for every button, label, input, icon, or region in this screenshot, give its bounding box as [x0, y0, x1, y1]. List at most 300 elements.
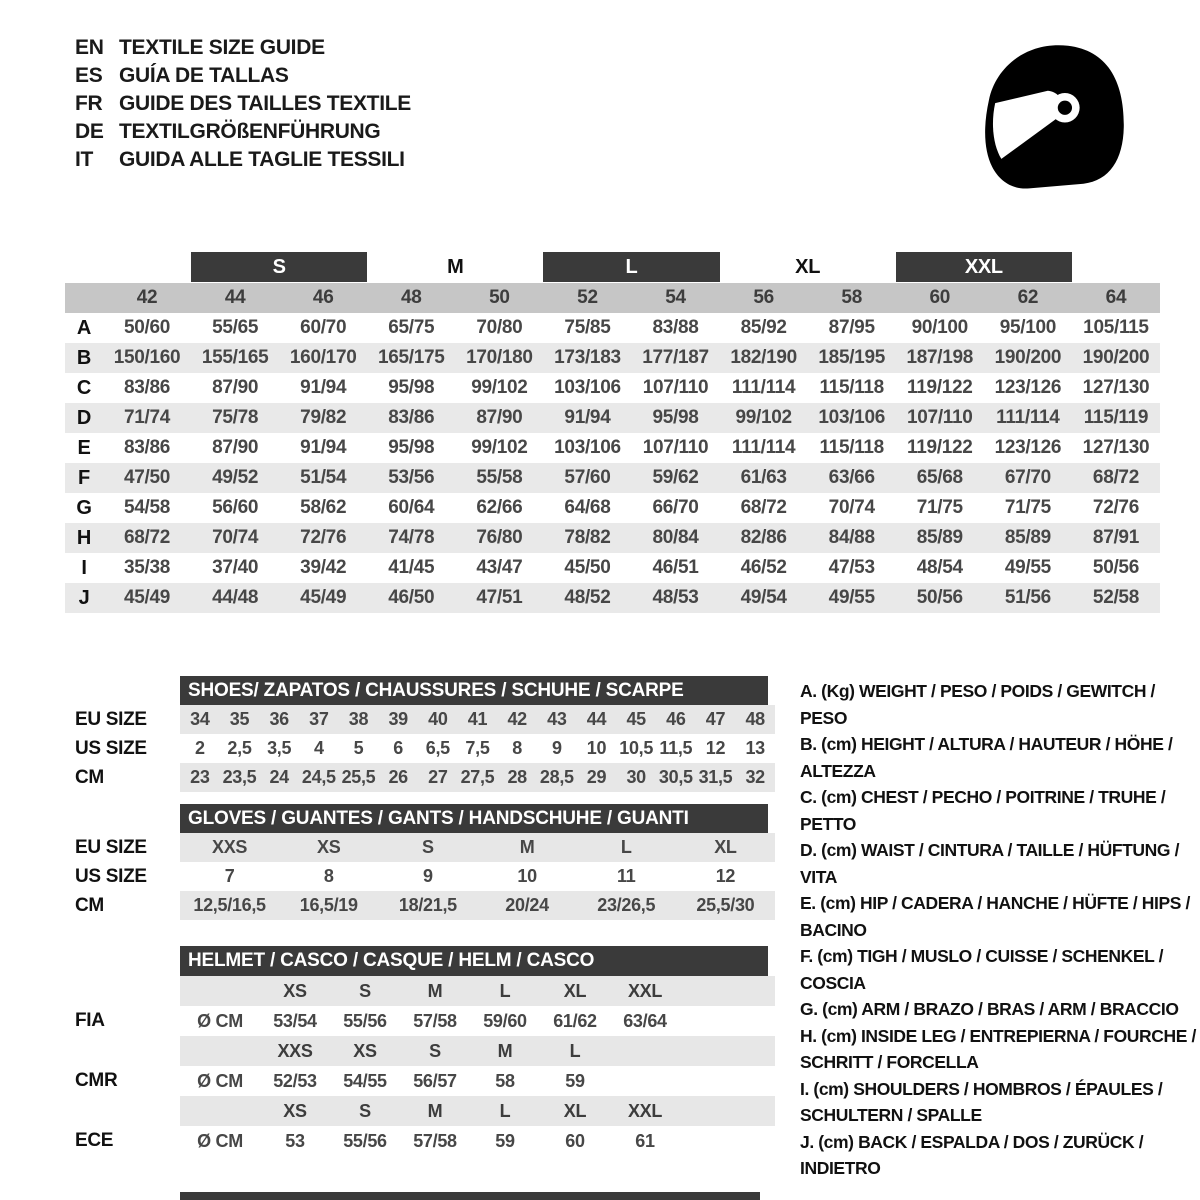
size-cell: 72/76 [300, 527, 347, 548]
size-cell: 4 [313, 738, 324, 758]
size-cell: 48 [745, 709, 765, 729]
row-label: C [76, 377, 92, 399]
size-cell: 103/106 [554, 377, 621, 398]
size-cell: 59 [565, 1071, 585, 1091]
size-cell: 49/55 [828, 587, 875, 608]
row-label: F [78, 467, 90, 489]
measurement-row [65, 523, 1160, 553]
size-cell: 24,5 [301, 767, 336, 787]
size-cell: 32 [745, 767, 765, 787]
size-column-header: L [569, 1041, 581, 1061]
size-cell: 111/114 [731, 437, 796, 458]
size-cell: 105/115 [1083, 317, 1149, 338]
row-label: G [76, 497, 92, 519]
size-cell: 49/55 [1004, 557, 1051, 578]
size-cell: 39 [388, 709, 408, 729]
size-cell: 43 [547, 709, 567, 729]
size-cell: L [620, 837, 632, 857]
size-cell: 56/60 [212, 497, 259, 518]
size-cell: 68/72 [124, 527, 171, 548]
size-cell: 55/56 [343, 1131, 387, 1151]
shoes-section [75, 676, 775, 792]
size-cell: 61/62 [553, 1011, 597, 1031]
size-cell: 10,5 [619, 738, 654, 758]
size-cell: 78/82 [564, 527, 611, 548]
table-row [75, 891, 775, 920]
size-column-header: 56 [753, 287, 774, 308]
size-cell: 28 [507, 767, 527, 787]
size-cell: 67/70 [1004, 467, 1051, 488]
size-cell: 107/110 [642, 437, 709, 458]
legend-item: G. (cm) ARM / BRAZO / BRAS / ARM / BRACCIO [800, 999, 1179, 1019]
spacer [65, 283, 103, 313]
size-cell: 123/126 [994, 377, 1062, 398]
value-band [180, 763, 775, 792]
helmet-value-row [75, 1006, 775, 1036]
helmet-value-row [75, 1126, 775, 1156]
size-cell: 119/122 [907, 437, 973, 458]
size-cell: 45/49 [300, 587, 347, 608]
size-cell: 53 [285, 1131, 305, 1151]
unit-label: Ø CM [197, 1071, 243, 1091]
size-cell: 26 [388, 767, 408, 787]
language-code: EN [75, 36, 104, 59]
size-cell: 6,5 [425, 738, 450, 758]
size-cell: 11,5 [659, 738, 693, 758]
size-cell: 23/26,5 [597, 895, 656, 915]
size-cell: 38 [348, 709, 369, 729]
size-column-header: 44 [224, 287, 246, 308]
size-cell [610, 1066, 680, 1096]
table-row [75, 705, 775, 734]
helmet-value-row [75, 1066, 775, 1096]
size-cell: 63/66 [828, 467, 875, 488]
size-cell: 64/68 [564, 497, 611, 518]
size-cell: 45/49 [124, 587, 171, 608]
language-row [75, 62, 411, 90]
size-group-label: L [543, 252, 719, 282]
size-cell: 24 [269, 767, 289, 787]
size-cell: 53/56 [388, 467, 435, 488]
size-cell: 65/68 [916, 467, 963, 488]
size-cell: 9 [551, 738, 562, 758]
helmet-section [75, 946, 775, 1156]
value-band [180, 862, 775, 891]
size-cell: 83/86 [388, 407, 435, 428]
size-cell: 55/65 [212, 317, 259, 338]
size-cell: 71/75 [1004, 497, 1051, 518]
measurement-row [65, 403, 1160, 433]
legend-item: E. (cm) HIP / CADERA / HANCHE / HÜFTE / HIPS / BACINO [800, 893, 1190, 940]
row-label: J [78, 587, 90, 609]
size-number-header-row [65, 283, 1160, 313]
size-cell: 85/89 [1004, 527, 1051, 548]
measurement-row [65, 553, 1160, 583]
size-cell: 83/86 [124, 437, 171, 458]
measurement-row [65, 433, 1160, 463]
value-band [180, 833, 775, 862]
size-cell: 46/52 [740, 557, 787, 578]
size-cell: 107/110 [907, 407, 973, 428]
size-band [180, 976, 775, 1006]
language-title: GUIDE DES TAILLES TEXTILE [119, 92, 411, 115]
measurement-rows [65, 313, 1160, 613]
size-column-header [610, 1036, 680, 1066]
size-cell: 63/64 [623, 1011, 667, 1031]
size-cell: 41 [467, 709, 488, 729]
size-cell: 70/80 [476, 317, 523, 338]
measurement-row [65, 583, 1160, 613]
size-cell: 71/74 [124, 407, 171, 428]
helmet-size-row [75, 976, 775, 1006]
size-cell: 57/60 [564, 467, 611, 488]
size-cell: 68/72 [1092, 467, 1139, 488]
size-column-header: XS [283, 1101, 307, 1121]
unit-label: Ø CM [197, 1131, 243, 1151]
size-cell: 10 [586, 738, 607, 758]
size-cell: 190/200 [1082, 347, 1150, 368]
size-cell: 13 [745, 738, 765, 758]
size-cell: 95/98 [388, 437, 435, 458]
size-cell: 115/118 [819, 377, 884, 398]
size-cell: 47 [705, 709, 726, 729]
legend-item: C. (cm) CHEST / PECHO / POITRINE / TRUHE / PETTO [800, 787, 1166, 834]
spacer [180, 1036, 260, 1066]
size-cell: 35 [229, 709, 250, 729]
size-cell: 12 [705, 738, 726, 758]
size-cell: 50/56 [916, 587, 963, 608]
size-cell: 87/90 [212, 377, 259, 398]
table-row [75, 734, 775, 763]
size-column-header: S [429, 1041, 441, 1061]
size-cell: 127/130 [1082, 437, 1150, 458]
size-column-header: 50 [489, 287, 510, 308]
size-cell: XS [317, 837, 341, 857]
size-cell: 50/60 [124, 317, 171, 338]
size-cell: 103/106 [554, 437, 621, 458]
size-cell: 127/130 [1082, 377, 1150, 398]
size-cell: 12,5/16,5 [193, 895, 266, 915]
size-band [180, 1036, 775, 1066]
size-cell: 31,5 [698, 767, 733, 787]
size-cell: 160/170 [289, 347, 357, 368]
size-cell: 37/40 [212, 557, 259, 578]
size-column-header: XXL [627, 1101, 663, 1121]
size-column-header: L [499, 981, 511, 1001]
row-label: H [76, 527, 92, 549]
size-cell: 115/118 [819, 437, 884, 458]
size-column-header: 46 [312, 287, 334, 308]
helmet-header-row [75, 946, 775, 976]
size-cell: 36 [269, 709, 289, 729]
size-column-header: 54 [665, 287, 686, 308]
size-cell: 27 [428, 767, 448, 787]
size-cell: 49/54 [740, 587, 787, 608]
size-cell: 84/88 [828, 527, 875, 548]
language-row [75, 118, 411, 146]
size-cell: 68/72 [740, 497, 787, 518]
legend-item: D. (cm) WAIST / CINTURA / TAILLE / HÜFTUNG / VITA [800, 840, 1180, 887]
size-cell: XL [714, 837, 737, 857]
size-cell: 11 [617, 866, 636, 886]
language-title: TEXTILGRÖßENFÜHRUNG [119, 120, 381, 143]
language-row [75, 90, 411, 118]
size-band [180, 1096, 775, 1126]
size-cell: 57/58 [413, 1011, 457, 1031]
shoes-header-row [75, 676, 775, 705]
size-cell: 18/21,5 [398, 895, 457, 915]
table-row [75, 862, 775, 891]
spacer [180, 976, 260, 1006]
size-cell: 59/60 [483, 1011, 527, 1031]
size-cell: 47/51 [476, 587, 523, 608]
language-title: GUÍA DE TALLAS [119, 64, 289, 87]
value-band [180, 734, 775, 763]
size-cell: 20/24 [505, 895, 549, 915]
size-cell: 182/190 [730, 347, 797, 368]
cutoff-section-bar [180, 1192, 760, 1200]
row-label: B [76, 347, 92, 369]
size-cell: 47/53 [828, 557, 875, 578]
size-cell: 74/78 [388, 527, 435, 548]
size-cell: 6 [393, 738, 404, 758]
size-cell: 45 [626, 709, 646, 729]
size-cell: 34 [190, 709, 210, 729]
size-cell: 165/175 [377, 347, 445, 368]
row-label: D [76, 407, 92, 429]
size-cell: 65/75 [388, 317, 435, 338]
value-band [180, 705, 775, 734]
standard-label: ECE [75, 1130, 114, 1151]
size-cell: 85/92 [740, 317, 787, 338]
size-cell: 51/56 [1004, 587, 1051, 608]
size-cell: 75/78 [212, 407, 259, 428]
spacer [75, 676, 180, 705]
size-cell: 43/47 [476, 557, 523, 578]
size-cell: 57/58 [413, 1131, 457, 1151]
size-cell: 155/165 [201, 347, 269, 368]
size-column-header: XS [353, 1041, 377, 1061]
size-cell: 3,5 [267, 738, 292, 758]
size-cell: 177/187 [642, 347, 709, 368]
size-column-header: M [427, 1101, 443, 1121]
size-cell: 111/114 [996, 407, 1060, 428]
size-cell: 25,5 [341, 767, 376, 787]
size-cell: 70/74 [212, 527, 259, 548]
spacer [180, 1096, 260, 1126]
table-row [75, 833, 775, 862]
gloves-section-title: GLOVES / GUANTES / GANTS / HANDSCHUHE / GUANTI [180, 804, 768, 833]
size-column-header: 58 [841, 287, 862, 308]
row-label: E [77, 437, 91, 459]
size-group-header-row [65, 252, 1160, 282]
helmet-size-row [75, 1096, 775, 1126]
value-band [180, 1006, 775, 1036]
language-code: FR [75, 92, 103, 115]
size-cell: 12 [715, 866, 736, 886]
size-cell: 53/54 [273, 1011, 317, 1031]
table-row [75, 763, 775, 792]
size-cell: S [422, 837, 434, 857]
size-cell: 190/200 [994, 347, 1062, 368]
size-cell: 76/80 [476, 527, 523, 548]
size-cell: 10 [517, 866, 537, 886]
gloves-header-row [75, 804, 775, 833]
size-cell: 52/58 [1092, 587, 1139, 608]
size-cell: 72/76 [1092, 497, 1139, 518]
size-cell: 103/106 [818, 407, 885, 428]
size-cell: 115/119 [1083, 407, 1149, 428]
size-cell: 25,5/30 [696, 895, 755, 915]
row-label: CM [75, 895, 104, 916]
size-cell: 41/45 [388, 557, 435, 578]
size-column-header: M [497, 1041, 513, 1061]
language-code: IT [75, 148, 94, 171]
size-column-header: M [427, 981, 443, 1001]
size-cell: 54/58 [124, 497, 171, 518]
legend-item: I. (cm) SHOULDERS / HOMBROS / ÉPAULES / SCHULTERN / SPALLE [800, 1078, 1163, 1125]
value-band [180, 1126, 775, 1156]
unit-label: Ø CM [197, 1011, 243, 1031]
row-label: US SIZE [75, 866, 147, 887]
value-band [180, 891, 775, 920]
size-cell: 59 [495, 1131, 515, 1151]
shoes-section-title: SHOES/ ZAPATOS / CHAUSSURES / SCHUHE / SCARPE [180, 676, 768, 705]
size-cell: XXS [212, 837, 248, 857]
language-code: ES [75, 64, 103, 87]
row-label: US SIZE [75, 738, 147, 759]
size-cell: 7,5 [465, 738, 490, 758]
size-cell: 91/94 [300, 437, 347, 458]
size-column-header: 62 [1017, 287, 1039, 308]
racing-helmet-icon [975, 28, 1130, 203]
size-cell: 85/89 [916, 527, 963, 548]
size-cell: 5 [353, 738, 364, 758]
size-column-header: 52 [577, 287, 598, 308]
size-cell: 35/38 [124, 557, 171, 578]
size-cell: 79/82 [300, 407, 347, 428]
size-cell: 150/160 [113, 347, 181, 368]
size-cell: 46 [666, 709, 686, 729]
language-row [75, 34, 411, 62]
size-column-header: 60 [929, 287, 951, 308]
measurement-row [65, 493, 1160, 523]
size-cell: 45/50 [564, 557, 611, 578]
row-label: EU SIZE [75, 837, 147, 858]
size-cell: 46/50 [388, 587, 435, 608]
size-cell: 59/62 [652, 467, 699, 488]
size-cell: 83/86 [124, 377, 171, 398]
size-cell: 39/42 [300, 557, 347, 578]
size-cell: 48/53 [652, 587, 699, 608]
size-cell: 99/102 [735, 407, 792, 428]
size-cell: 61/63 [740, 467, 787, 488]
language-title-list [75, 34, 411, 174]
size-cell: 2 [194, 738, 205, 758]
size-cell: 55/56 [343, 1011, 387, 1031]
size-cell: 75/85 [564, 317, 611, 338]
size-cell: 123/126 [994, 437, 1062, 458]
standard-label: CMR [75, 1070, 118, 1091]
spacer [75, 946, 180, 976]
size-cell: 8 [323, 866, 334, 886]
value-band [180, 1066, 775, 1096]
size-cell: 82/86 [740, 527, 787, 548]
size-cell: 87/91 [1092, 527, 1139, 548]
size-group-label: M [447, 256, 464, 278]
size-cell: 173/183 [554, 347, 621, 368]
size-cell: 51/54 [300, 467, 347, 488]
size-column-header: S [359, 981, 371, 1001]
size-cell: 2,5 [227, 738, 252, 758]
size-cell: 54/55 [343, 1071, 387, 1091]
size-cell: 48/52 [564, 587, 611, 608]
language-title: TEXTILE SIZE GUIDE [119, 36, 325, 59]
spacer [75, 1036, 180, 1066]
row-label: A [76, 317, 92, 339]
size-column-header: XXL [627, 981, 663, 1001]
size-cell: 99/102 [471, 437, 528, 458]
size-cell: 95/98 [388, 377, 435, 398]
size-cell: 47/50 [124, 467, 171, 488]
size-cell: 60/70 [300, 317, 347, 338]
size-column-header: XL [563, 1101, 587, 1121]
size-cell: 87/90 [476, 407, 523, 428]
measurement-row [65, 373, 1160, 403]
size-cell: 187/198 [906, 347, 974, 368]
size-cell: 28,5 [539, 767, 574, 787]
size-column-header: S [359, 1101, 371, 1121]
legend-item: A. (Kg) WEIGHT / PESO / POIDS / GEWITCH / PESO [800, 681, 1155, 728]
size-column-header: XS [283, 981, 307, 1001]
size-cell: 9 [423, 866, 433, 886]
legend-item: J. (cm) BACK / ESPALDA / DOS / ZURÜCK / INDIETRO [800, 1131, 1144, 1178]
size-cell: 40 [428, 709, 448, 729]
textile-size-table [65, 252, 1160, 613]
size-cell: 91/94 [300, 377, 347, 398]
language-title: GUIDA ALLE TAGLIE TESSILI [119, 148, 405, 171]
size-cell: 29 [586, 767, 607, 787]
size-cell: 46/51 [652, 557, 699, 578]
size-group-label: XL [795, 256, 821, 278]
standard-label: FIA [75, 1010, 105, 1031]
size-cell: 44 [586, 709, 607, 729]
size-cell: 16,5/19 [299, 895, 358, 915]
size-cell: 80/84 [652, 527, 699, 548]
size-cell: 66/70 [652, 497, 699, 518]
spacer [75, 976, 180, 1006]
size-cell: 111/114 [731, 377, 796, 398]
legend-item: B. (cm) HEIGHT / ALTURA / HAUTEUR / HÖHE / ALTEZZA [800, 734, 1173, 781]
size-cell: 87/95 [828, 317, 875, 338]
size-cell: 60/64 [388, 497, 435, 518]
size-cell: 119/122 [907, 377, 973, 398]
size-cell: 44/48 [212, 587, 259, 608]
size-cell: 58 [495, 1071, 515, 1091]
size-cell: 99/102 [471, 377, 528, 398]
helmet-section-title: HELMET / CASCO / CASQUE / HELM / CASCO [180, 946, 768, 976]
size-column-header: 42 [136, 287, 158, 308]
size-cell: 8 [512, 738, 523, 758]
size-column-header: XL [563, 981, 587, 1001]
size-group-label: S [191, 252, 367, 282]
measurement-legend [800, 678, 1200, 1182]
size-cell: 30 [626, 767, 646, 787]
size-cell: 7 [224, 866, 235, 886]
size-cell: 52/53 [273, 1071, 317, 1091]
size-cell: 170/180 [466, 347, 533, 368]
size-cell: M [519, 837, 535, 857]
